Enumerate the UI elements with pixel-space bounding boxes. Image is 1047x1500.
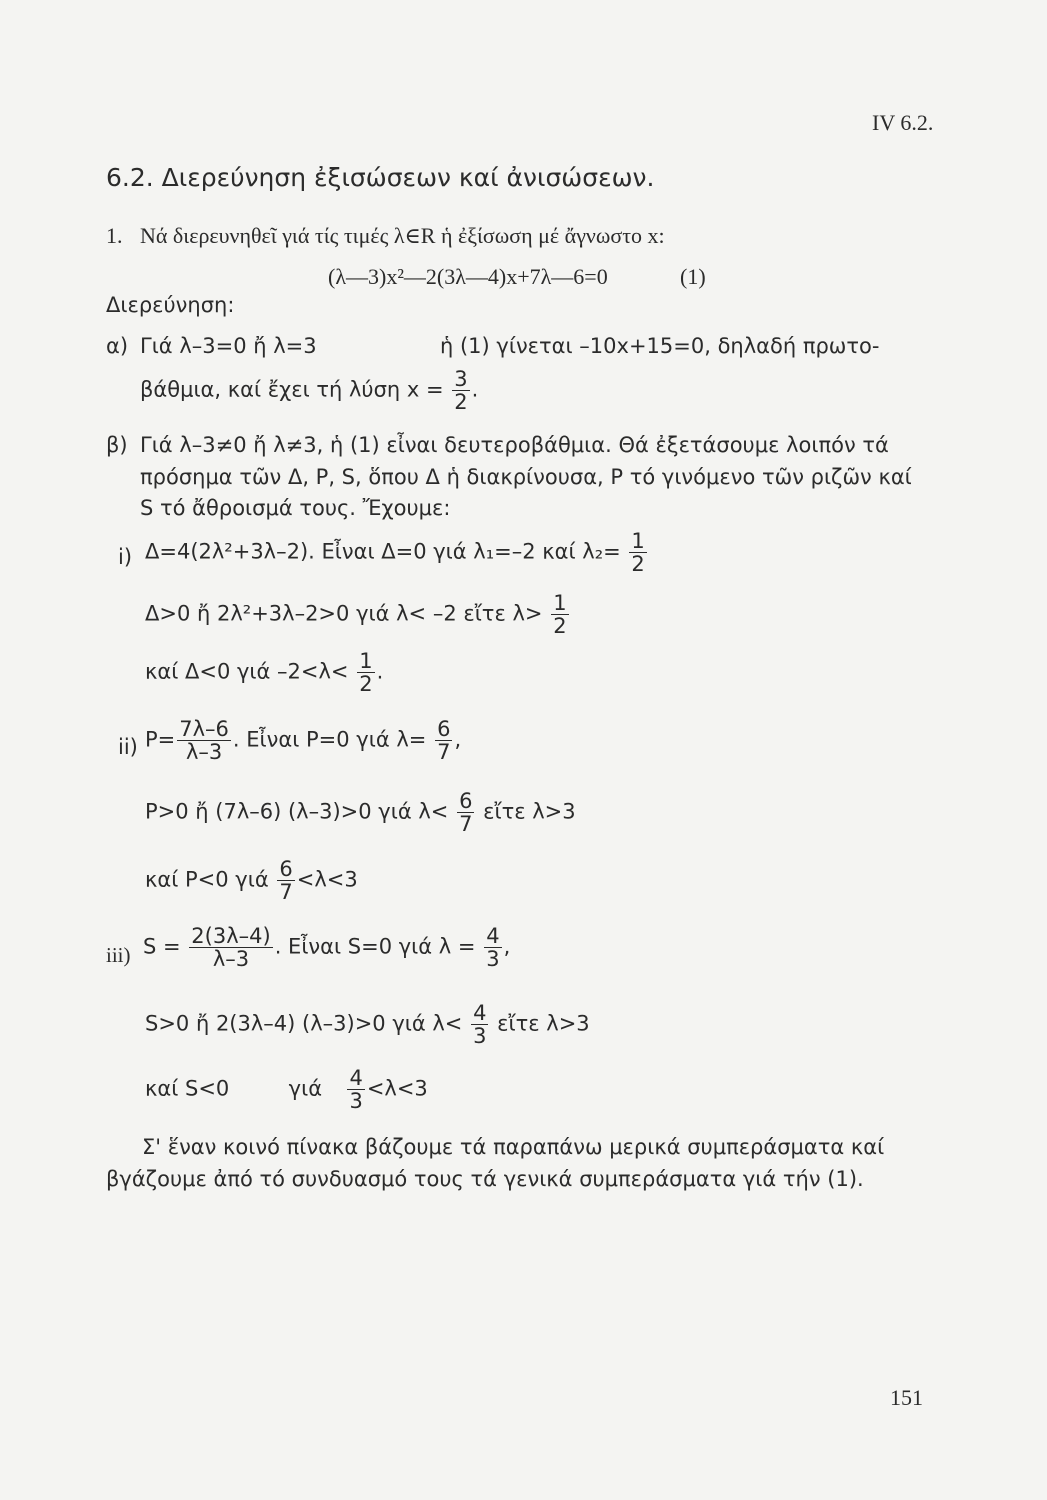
s-negative-for: γιά — [288, 1076, 323, 1101]
item-iii-label: iii) — [106, 943, 131, 967]
item-ii-comma: , — [454, 727, 462, 752]
case-a-text2: ἡ (1) γίνεται –10x+15=0, δηλαδή πρωτο- — [440, 334, 880, 358]
section-title: 6.2. Διερεύνηση ἐξισώσεων καί ἀνισώσεων. — [106, 163, 655, 192]
item-i-line2 — [145, 592, 571, 637]
case-a-text1: Γιά λ–3=0 ἤ λ=3 — [140, 334, 317, 358]
fraction-denominator: λ–3 — [212, 947, 250, 972]
problem-number: 1. — [106, 223, 123, 248]
s-negative-end: <λ<3 — [366, 1076, 428, 1101]
discussion-heading: Διερεύνηση: — [106, 293, 235, 317]
s-positive-end: εἴτε λ>3 — [497, 1011, 590, 1036]
delta-negative-fraction — [357, 650, 374, 695]
fraction-numerator: 4 — [349, 1066, 363, 1090]
p-negative-end: <λ<3 — [296, 867, 358, 892]
fraction-numerator: 3 — [454, 367, 468, 391]
p-equals: P= — [145, 727, 176, 752]
equation-label: (1) — [680, 264, 706, 289]
s-zero-fraction — [484, 925, 501, 970]
item-ii-line1 — [145, 718, 461, 763]
case-b-line2: πρόσημα τῶν Δ, P, S, ὅπου Δ ἡ διακρίνουσα, P τό γινόμενο τῶν ριζῶν καί — [140, 465, 912, 489]
fraction-denominator: 7 — [459, 812, 473, 837]
item-iii-line1 — [143, 925, 510, 970]
fraction-denominator: 3 — [486, 947, 500, 972]
fraction-numerator: 1 — [631, 529, 645, 553]
item-i-line3 — [145, 650, 383, 695]
fraction-numerator: 4 — [473, 1001, 487, 1025]
lambda2-fraction — [629, 530, 646, 575]
fraction-denominator: 2 — [454, 390, 468, 415]
p-zero-fraction — [435, 718, 452, 763]
case-b-label: β) — [106, 433, 128, 457]
item-iii-line2 — [145, 1002, 590, 1047]
conclusion-line2: βγάζουμε ἀπό τό συνδυασμό τους τά γενικά συμπεράσματα γιά τήν (1). — [106, 1167, 864, 1191]
fraction-numerator: 1 — [553, 591, 567, 615]
conclusion-line1: Σ' ἕναν κοινό πίνακα βάζουμε τά παραπάνω μερικά συμπεράσματα καί — [142, 1135, 885, 1159]
fraction-numerator: 7λ–6 — [179, 717, 229, 741]
fraction-denominator: 7 — [437, 740, 451, 765]
delta-roots-text: Δ=4(2λ²+3λ–2). Εἶναι Δ=0 γιά λ₁=–2 καί λ₂= — [145, 539, 621, 564]
case-a-end: . — [471, 377, 479, 402]
fraction-numerator: 6 — [459, 789, 473, 813]
item-i-line1 — [145, 530, 649, 575]
p-fraction — [177, 718, 231, 763]
fraction-denominator: 2 — [631, 552, 645, 577]
item-iii-line3 — [145, 1067, 428, 1112]
delta-positive-text: Δ>0 ἤ 2λ²+3λ–2>0 γιά λ< –2 εἴτε λ> — [145, 601, 543, 626]
case-b-line1: Γιά λ–3≠0 ἤ λ≠3, ἡ (1) εἶναι δευτεροβάθμια. Θά ἐξετάσουμε λοιπόν τά — [140, 433, 889, 457]
p-positive-end: εἴτε λ>3 — [483, 799, 576, 824]
delta-positive-fraction — [551, 592, 568, 637]
item-i-end: . — [376, 659, 384, 684]
p-zero-text: . Εἶναι P=0 γιά λ= — [232, 727, 427, 752]
problem-statement: Νά διερευνηθεῖ γιά τίς τιμές λ∈R ἡ ἐξίσωση μέ ἄγνωστο x: — [140, 223, 665, 248]
s-zero-text: . Εἶναι S=0 γιά λ = — [274, 934, 476, 959]
case-a-solution-fraction — [452, 368, 469, 413]
p-negative-fraction — [277, 858, 294, 903]
fraction-denominator: 7 — [279, 880, 293, 905]
case-b-line3: S τό ἄθροισμά τους. Ἔχουμε: — [140, 496, 451, 520]
fraction-denominator: 2 — [359, 672, 373, 697]
s-negative-text: καί S<0 — [145, 1076, 230, 1101]
fraction-denominator: 2 — [553, 614, 567, 639]
fraction-denominator: 3 — [473, 1024, 487, 1049]
p-positive-text: P>0 ἤ (7λ–6) (λ–3)>0 γιά λ< — [145, 799, 449, 824]
fraction-numerator: 1 — [359, 649, 373, 673]
fraction-numerator: 4 — [486, 924, 500, 948]
item-i-label: i) — [118, 545, 133, 569]
s-negative-fraction — [347, 1067, 364, 1112]
item-ii-line3 — [145, 858, 358, 903]
fraction-denominator: λ–3 — [185, 740, 223, 765]
fraction-numerator: 6 — [279, 857, 293, 881]
fraction-denominator: 3 — [349, 1089, 363, 1114]
case-a-label: α) — [106, 334, 129, 358]
s-equals: S = — [143, 934, 181, 959]
case-a-text3 — [140, 368, 478, 413]
case-a-solution-text: βάθμια, καί ἔχει τή λύση x = — [140, 377, 444, 402]
fraction-numerator: 2(3λ–4) — [191, 924, 271, 948]
chapter-ref: IV 6.2. — [872, 110, 934, 135]
delta-negative-text: καί Δ<0 γιά –2<λ< — [145, 659, 349, 684]
item-ii-label: ii) — [118, 735, 138, 759]
s-positive-fraction — [471, 1002, 488, 1047]
item-ii-line2 — [145, 790, 576, 835]
page-number: 151 — [890, 1385, 923, 1410]
fraction-numerator: 6 — [437, 717, 451, 741]
s-positive-text: S>0 ἤ 2(3λ–4) (λ–3)>0 γιά λ< — [145, 1011, 463, 1036]
item-iii-comma: , — [503, 934, 511, 959]
p-positive-fraction — [457, 790, 474, 835]
p-negative-text: καί P<0 γιά — [145, 867, 269, 892]
s-fraction — [189, 925, 272, 970]
main-equation: (λ—3)x²—2(3λ—4)x+7λ—6=0 — [328, 264, 608, 289]
